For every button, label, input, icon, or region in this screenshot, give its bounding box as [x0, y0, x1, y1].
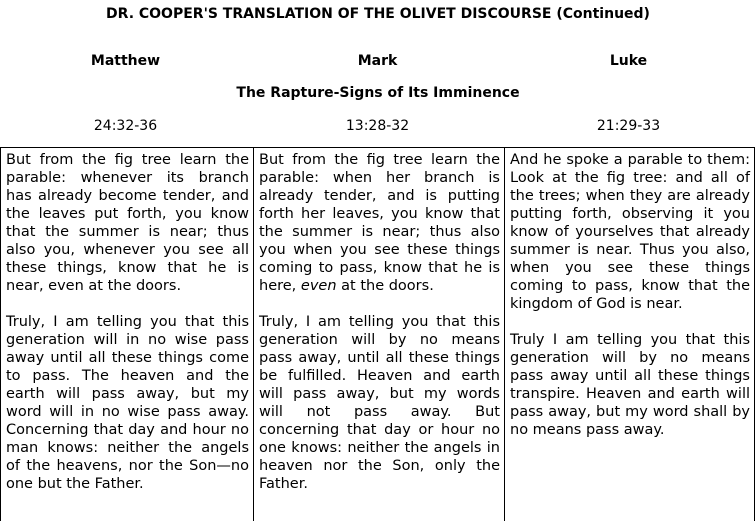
mark-paragraph-1: [259, 151, 500, 295]
reference-matthew: 24:32-36: [93, 118, 158, 134]
section-subtitle: The Rapture-Signs of Its Imminence: [236, 85, 520, 101]
luke-paragraph-2: Truly I am telling you that this generation will by no means pass away until all these things transpire. Heaven and earth will pass away, but my word shall by no means pass away.: [510, 332, 750, 438]
luke-paragraph-1: And he spoke a parable to them: Look at the fig tree: and all of the trees; when they are already putting forth, observing it you know of yourselves that already summer is near. Thus you also, when you see these things coming to pass, know that the kingdom of God is near.: [510, 152, 750, 312]
mark-paragraph-1-end: at the doors.: [336, 278, 434, 294]
column-heading-luke: Luke: [609, 53, 648, 69]
reference-luke: 21:29-33: [596, 118, 661, 134]
mark-italic-word: even: [300, 278, 337, 294]
matthew-text-cell: [1, 148, 253, 521]
mark-paragraph-2: Truly, I am telling you that this generation will by no means pass away, until all these things be fulfilled. Heaven and earth will pass away, but my words will not pass away. But concerning that day or hour no one knows: neither the angels in heaven nor the Son, only the Father.: [259, 314, 500, 492]
matthew-paragraph-1: But from the fig tree learn the parable: whenever its branch has already become tender, and the leaves put forth, you know that the summer is near; thus also you, whenever you see all these things, know that he is near, even at the doors.: [6, 152, 249, 294]
matthew-paragraph-2: Truly, I am telling you that this generation will in no wise pass away until all these things come to pass. The heaven and the earth will pass away, but my word will in no wise pass away. Concerning that day and hour no man knows: neither the angels of the heavens, nor the Son—no one but the Father.: [6, 314, 249, 492]
parallel-text-table: [0, 147, 755, 521]
column-heading-matthew: Matthew: [90, 53, 161, 69]
reference-mark: 13:28-32: [345, 118, 410, 134]
mark-text-cell: [253, 148, 504, 521]
page-title: DR. COOPER'S TRANSLATION OF THE OLIVET DISCOURSE (Continued): [106, 6, 650, 22]
luke-text-cell: [504, 148, 754, 521]
mark-paragraph-1-text: But from the fig tree learn the parable: when her branch is already tender, and is putting forth her leaves, you know that the summer is near; thus also you when you see these things coming to pass, know that he is here,: [259, 152, 500, 294]
column-heading-mark: Mark: [357, 53, 398, 69]
